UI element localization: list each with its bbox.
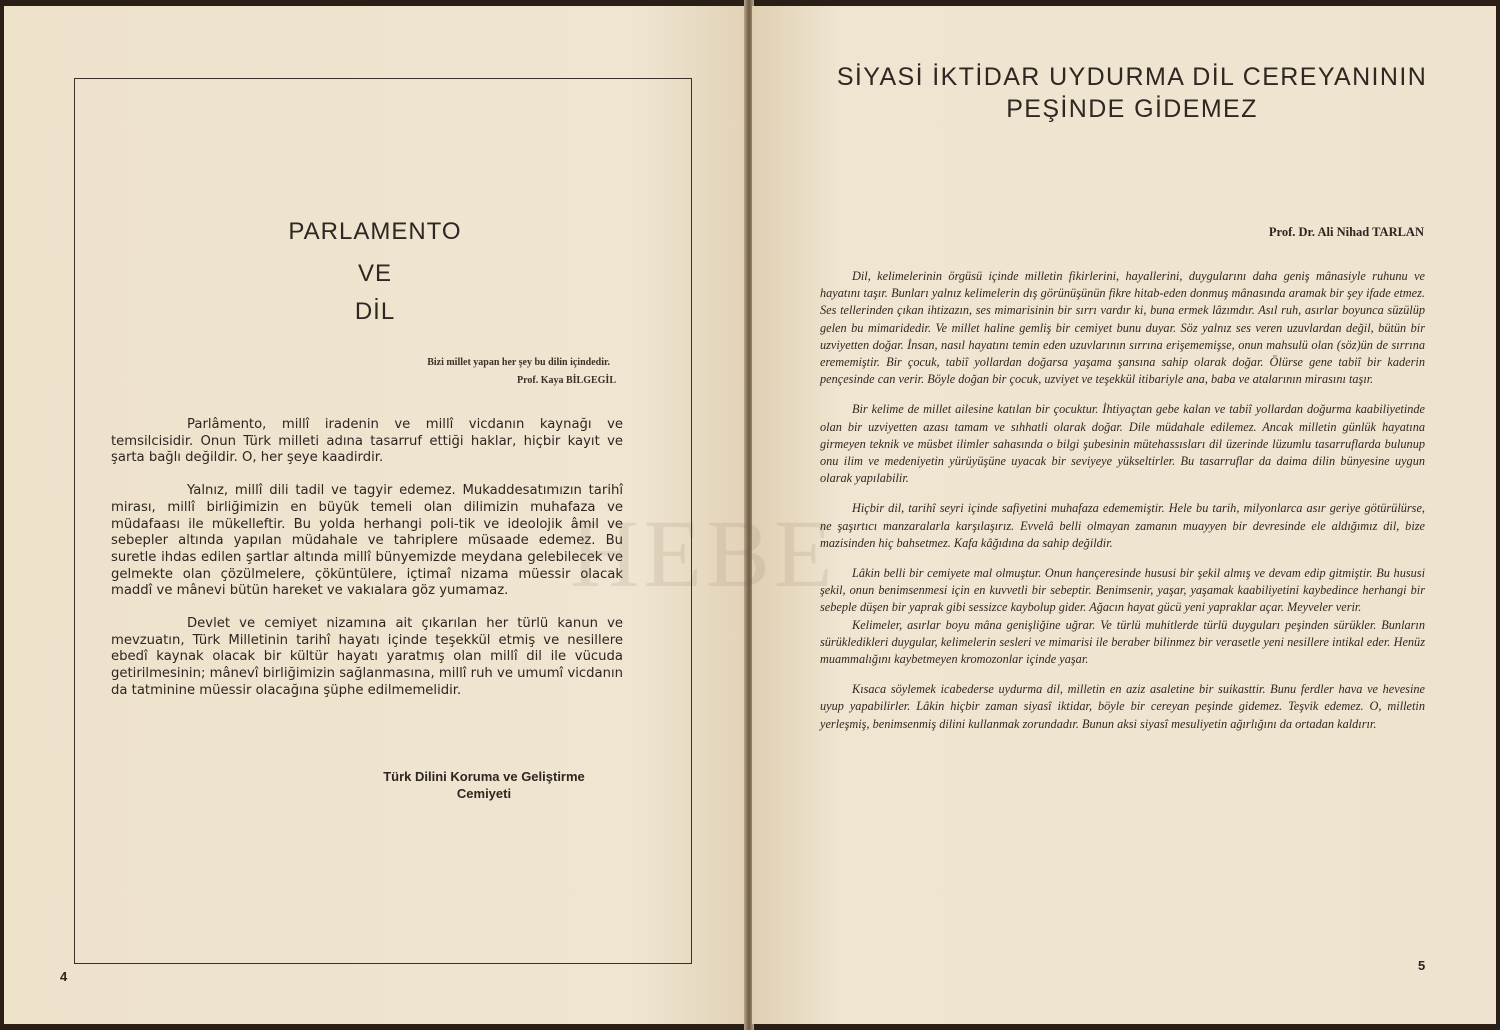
left-body-text (111, 417, 623, 700)
signature-line-1: Türk Dilini Koruma ve Geliştirme (383, 769, 585, 784)
right-body-text (820, 268, 1425, 746)
left-title-line-2: VE (357, 260, 392, 287)
left-paragraph: Parlâmento, millî iradenin ve millî vicdanın kaynağı ve temsilcisidir. Onun Türk milleti adına tasarruf ettiği haklar, hiçbir kayıt ve şarta bağlı değildir. O, her şeye kaadirdir. (111, 417, 623, 466)
right-paragraph: Lâkin belli bir cemiyete mal olmuştur. Onun hançeresinde hususi bir şekil almış ve devam edip gitmiştir. Bu hususi şekil, onun benimsenmesi için en kuvvetli bir sebeptir. Benimsenir, yaşar, yaşamak kaabiliyetini kaybedince herhangi bir sebeple düşen bir yaprak gibi sessizce kaybolup gider. Ağacın hayat gücü yeni yapraklar açar. Meyveler verir. (820, 566, 1425, 615)
left-paragraph: Devlet ve cemiyet nizamına ait çıkarılan her türlü kanun ve mevzuatın, Türk Milletinin tarihî hayatı içinde teşekkül etmiş ve nesillere ebedî kaynak olacak bir kültür hayatı yaratmış olan millî dil ile vücuda getirilmesinin; mânevî birliğimizin sağlanmasına, millî ruh ve umumî vicdanın da tatminine müessir olacağına şüphe edilmemelidir. (111, 616, 623, 698)
right-page (752, 6, 1496, 1024)
epigraph-author: Prof. Kaya BİLGEGİL (517, 375, 616, 386)
left-title-line-3: DİL (354, 298, 396, 325)
article-author: Prof. Dr. Ali Nihad TARLAN (1268, 225, 1424, 239)
signature-line-2: Cemiyeti (456, 786, 512, 801)
left-paragraph: Yalnız, millî dili tadil ve tagyir edemez. Mukaddesatımızın tarihî mirası, millî birliğimizin en büyük temeli olan dilimizin muhafaza ve müdafaası ile mükelleftir. Bu yolda herhangi poli-tik ve ideolojik âmil ve sebepler altında yapılan müdahale ve tahriplere müsaade edemez. Bu suretle ihdas edilen şartlar altında millî bünyemizde meydana gelebilecek ve gelmekte olan çözülmelere, çöküntülere, içtimaî nizama müessir olacak maddî ve mânevi bütün hareket ve vakıalara göz yumamaz. (111, 483, 623, 599)
page-number-right: 5 (1418, 958, 1426, 973)
right-title-line-1: SİYASİ İKTİDAR UYDURMA DİL CEREYANININ (836, 63, 1428, 91)
left-title-line-1: PARLAMENTO (288, 218, 462, 245)
right-paragraph: Hiçbir dil, tarihî seyri içinde safiyetini muhafaza edememiştir. Hele bu tarih, milyonlarca asır geriye götürülürse, ne şaşırtıcı manzaralarla karşılaşırız. Evvelâ belli olmayan zamanın muayyen bir devresinde ele aldığımız dil, bize mazisinden hiç bahsetmez. Kafa kâğıdına da sahip değildir. (820, 501, 1425, 550)
right-paragraph: Dil, kelimelerinin örgüsü içinde milletin fikirlerini, hayallerini, duygularını daha geniş mânasiyle ruhunu ve hayatını taşır. Bunları yalnız kelimelerin dış görünüşünün fikre hitab-eden donmuş mânasında aramak bir şey ifade etmez. Ses tellerinden çıkan ihtizazın, ses mimarisinin bir sırrı vardır ki, buna ermek lâzımdır. Asıl ruh, asırlar boyunca süzülüp gelen bu mimaridedir. Ve millet haline gemliş bir cemiyet bunu duyar. Söz yalnız ses veren uzuvlardan değil, bütün bir uzviyetten doğar. İnsan, nasıl hayatını temin eden uzuvlarının sırrına erişememişse, onun mahsulü olan (söz)ün de sırrına erememiştir. Bir çocuk, tabiî yollardan doğarsa yaşama şansına sahip olarak doğar. Ölürse gene tabiî bir kaderin pençesinde can verir. Böyle doğan bir çocuk, uzviyet ve teşekkül itibariyle ana, baba ve atalarının mirasını taşır. (820, 269, 1425, 387)
right-paragraph: Kısaca söylemek icabederse uydurma dil, milletin en aziz asaletine bir suikasttir. Bunu ferdler hava ve hevesine uyup yapabilirler. Lâkin hiçbir zaman siyasî iktidar, böyle bir cereyan peşinde gidemez. Teşvik edemez. O, milletin yerleşmiş, benimsenmiş dilini kullanmak zorundadır. Bunun aksi siyasî mesuliyetin ağırlığını da ortadan kaldırır. (820, 682, 1425, 731)
right-paragraph: Bir kelime de millet ailesine katılan bir çocuktur. İhtiyaçtan gebe kalan ve tabiî yollardan doğurma kaabiliyetinde olan bir uzviyetten azası tamam ve sıhhatli olarak doğar. Dile müdahale edilemez. Ancak milletin günlük hayatına girmeyen teknik ve müsbet ilimler sahasında o bilgi şubesinin mütehassısları dil üzerinde lüzumlu tasarruflarda bulunup onu ilim ve medeniyetin yürüyüşüne uyacak bir seviyeye yükseltirler. Bu tasarruflar da daima dilin bünyesine uygun olarak yapılabilir. (820, 402, 1425, 486)
watermark: HEBE (570, 500, 837, 607)
right-paragraph: Kelimeler, asırlar boyu mâna genişliğine uğrar. Ve türlü muhitlerde türlü duyguları peşinden sürükler. Bunların sürükledikleri duygular, kelimelerin sesleri ve mimarisi ile beraber bilinmez bir verasetle yeni nesillere intikal eder. Henüz muammalığını kaybetmeyen kromozonlar içinde yaşar. (820, 617, 1425, 667)
page-number-left: 4 (60, 969, 68, 984)
epigraph-quote: Bizi millet yapan her şey bu dilin içindedir. (427, 357, 610, 368)
right-title-line-2: PEŞİNDE GİDEMEZ (1006, 95, 1258, 123)
